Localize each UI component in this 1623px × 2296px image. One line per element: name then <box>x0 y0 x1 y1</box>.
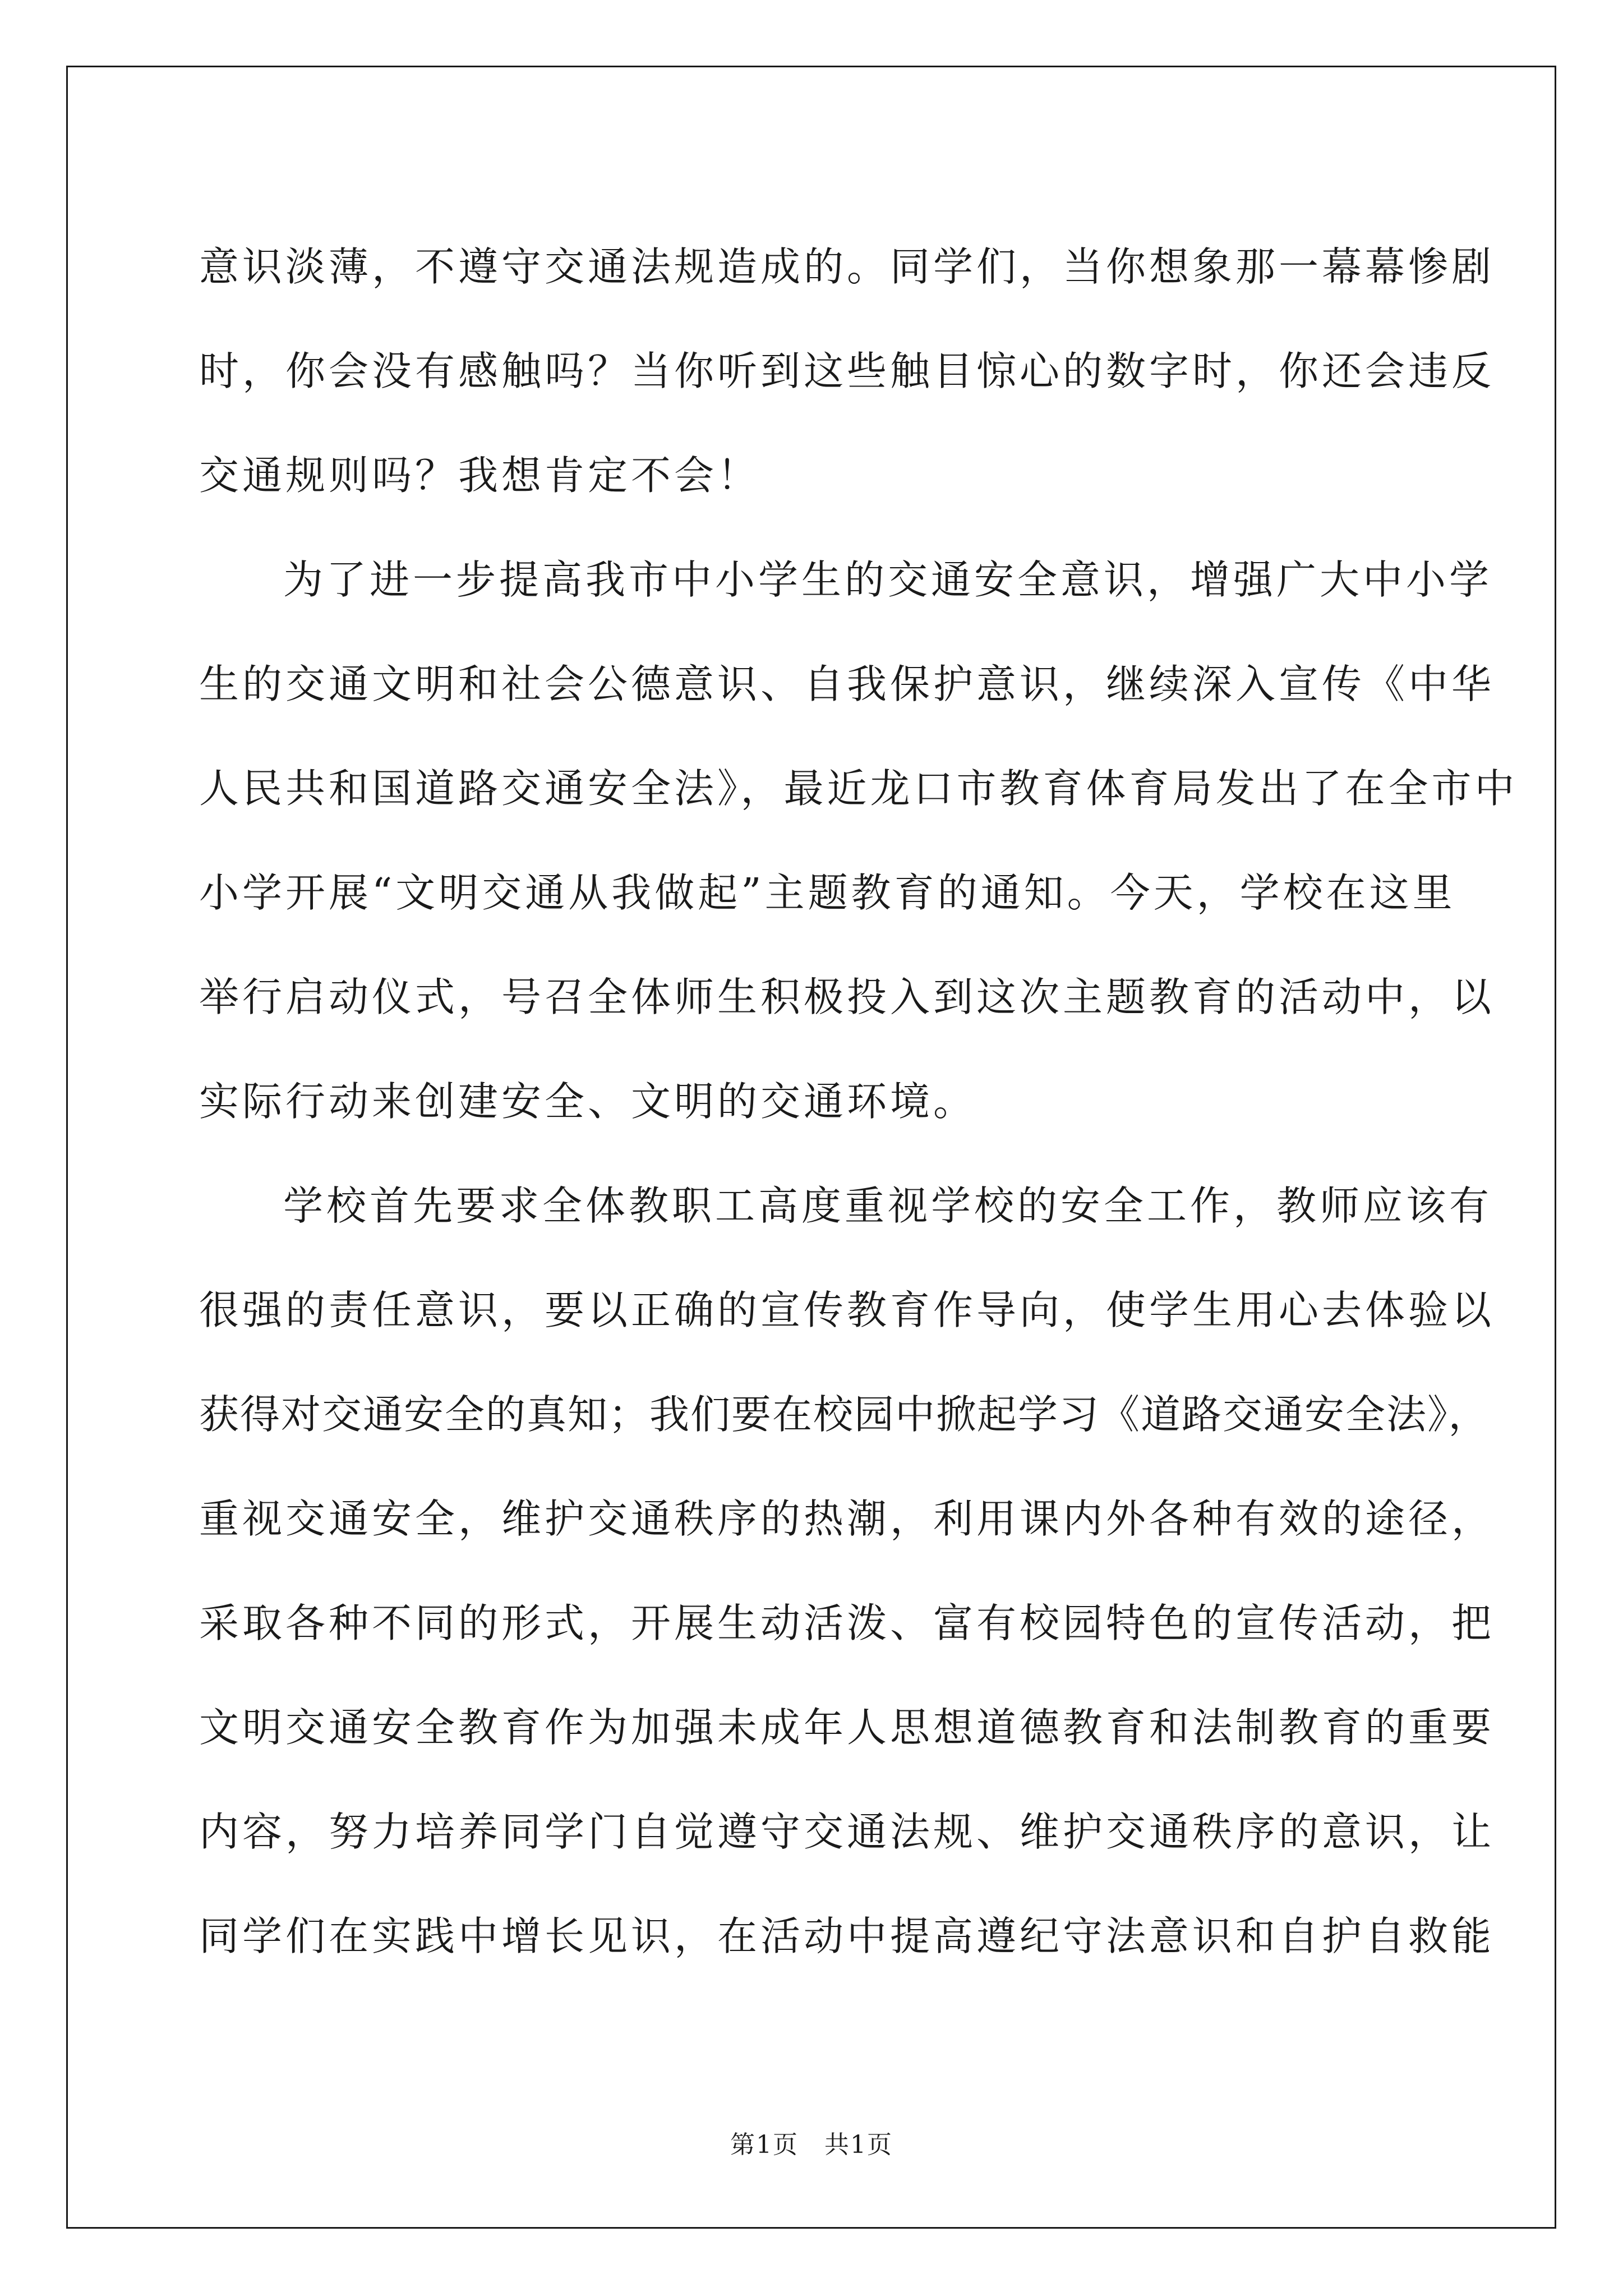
document-body <box>199 215 1518 1989</box>
text-line: 实际行动来创建安全、文明的交通环境。 <box>199 1078 977 1125</box>
text-line: 很强的责任意识，要以正确的宣传教育作导向，使学生用心去体验以 <box>199 1287 1495 1333</box>
paragraph-first-line: 为了进一步提高我市中小学生的交通安全意识，增强广大中小学 <box>283 556 1493 603</box>
text-line: 同学们在实践中增长见识，在活动中提高遵纪守法意识和自护自救能 <box>199 1913 1495 1959</box>
text-line: 小学开展“文明交通从我做起”主题教育的通知。今天，学校在这里 <box>199 869 1456 916</box>
text-line: 人民共和国道路交通安全法》，最近龙口市教育体育局发出了在全市中 <box>199 765 1518 812</box>
text-line: 意识淡薄，不遵守交通法规造成的。同学们，当你想象那一幕幕惨剧 <box>199 243 1495 290</box>
paragraph-first-line: 学校首先要求全体教职工高度重视学校的安全工作，教师应该有 <box>283 1182 1493 1229</box>
text-line: 内容，努力培养同学门自觉遵守交通法规、维护交通秩序的意识，让 <box>199 1809 1495 1855</box>
text-line: 获得对交通安全的真知；我们要在校园中掀起学习《道路交通安全法》， <box>199 1391 1490 1438</box>
text-line: 文明交通安全教育作为加强未成年人思想道德教育和法制教育的重要 <box>199 1704 1495 1751</box>
text-line: 举行启动仪式，号召全体师生积极投入到这次主题教育的活动中，以 <box>199 974 1495 1020</box>
text-line: 生的交通文明和社会公德意识、自我保护意识，继续深入宣传《中华 <box>199 661 1495 707</box>
page-number-footer: 第1页 共1页 <box>730 2131 893 2159</box>
text-line: 交通规则吗？我想肯定不会！ <box>199 452 761 499</box>
text-line: 采取各种不同的形式，开展生动活泼、富有校园特色的宣传活动，把 <box>199 1600 1495 1646</box>
text-line: 重视交通安全，维护交通秩序的热潮，利用课内外各种有效的途径， <box>199 1496 1495 1542</box>
text-line: 时，你会没有感触吗？当你听到这些触目惊心的数字时，你还会违反 <box>199 348 1495 394</box>
